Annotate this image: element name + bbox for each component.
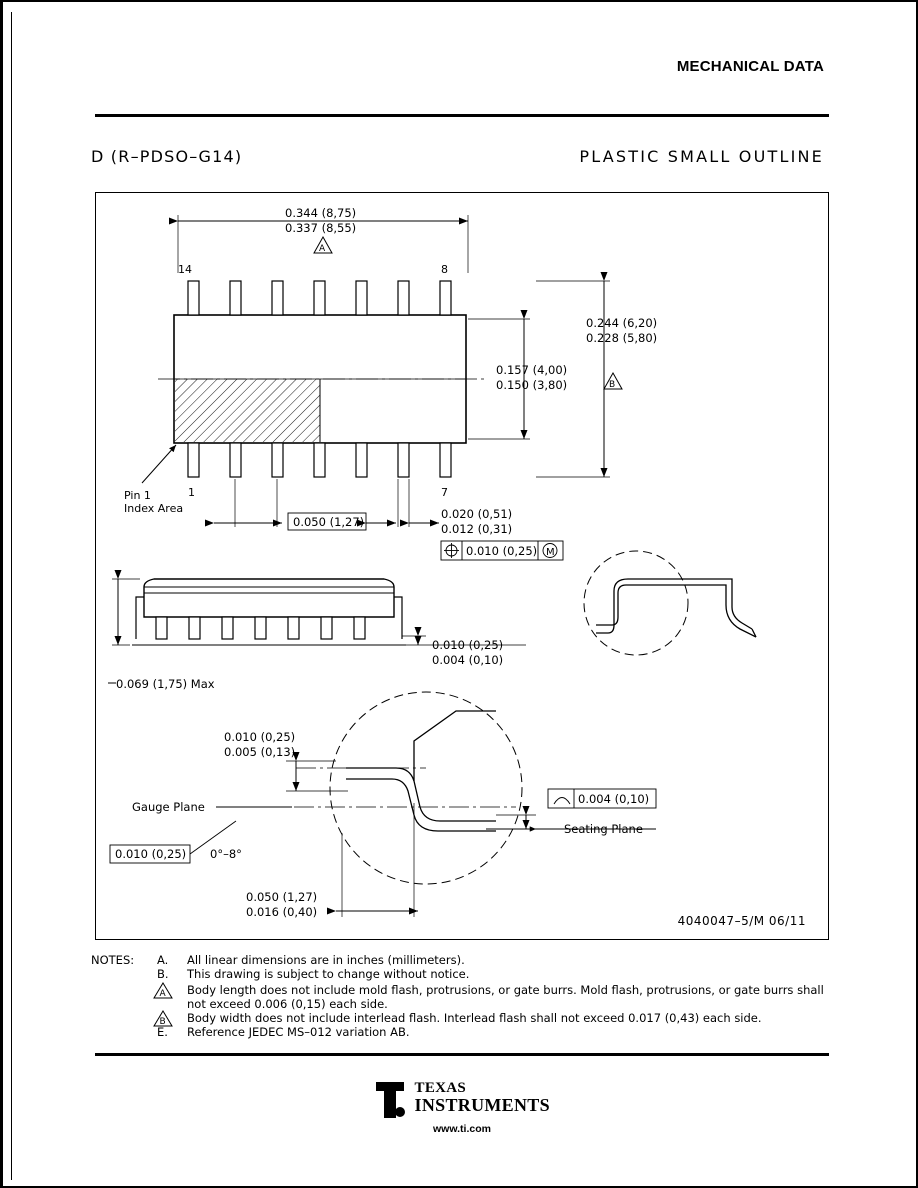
pin-number-8: 8 — [441, 263, 448, 276]
pin1-label-line1: Pin 1 — [124, 489, 151, 502]
ti-brand-line2: INSTRUMENTS — [414, 1095, 550, 1115]
dim-pitch: 0.050 (1,27) — [293, 515, 365, 529]
dim-body-width-max: 0.157 (4,00) — [496, 363, 568, 377]
note-marker-e: E. — [157, 1025, 168, 1039]
dim-gauge-offset: 0.010 (0,25) — [115, 847, 187, 861]
note-marker-a: A. — [157, 953, 169, 967]
drawing-document-number: 4040047–5/M 06/11 — [677, 914, 806, 928]
gauge-plane-label: Gauge Plane — [132, 800, 205, 814]
datum-modifier-m: M — [546, 547, 555, 558]
dim-lead-width-min: 0.012 (0,31) — [441, 522, 513, 536]
dim-body-length-min: 0.337 (8,55) — [285, 221, 357, 235]
ti-logo-icon — [374, 1080, 406, 1120]
page-footer — [3, 1080, 918, 1137]
footer-rule — [95, 1053, 829, 1056]
pin-number-7: 7 — [441, 486, 448, 499]
ti-url[interactable]: www.ti.com — [433, 1123, 491, 1135]
note-text-b: This drawing is subject to change without notice. — [187, 967, 470, 981]
page-header-title: MECHANICAL DATA — [676, 58, 824, 75]
dim-lead-len-max: 0.050 (1,27) — [246, 890, 318, 904]
dim-overall-width-min: 0.228 (5,80) — [586, 331, 658, 345]
dim-standoff-max: 0.010 (0,25) — [432, 638, 504, 652]
note-text-c1: Body length does not include mold flash, protrusions, or gate burrs. Mold flash, protrusions, or gate burrs shall — [187, 983, 824, 997]
note-triangle-a-icon — [153, 982, 173, 999]
dim-body-width-min: 0.150 (3,80) — [496, 378, 568, 392]
dim-lead-thk-max: 0.010 (0,25) — [224, 730, 296, 744]
header-rule — [95, 114, 829, 117]
package-code: D (R–PDSO–G14) — [91, 147, 243, 166]
ti-wordmark — [415, 1080, 550, 1114]
notes-label: NOTES: — [91, 953, 135, 967]
ti-brand-line1: TEXAS — [414, 1080, 467, 1096]
dim-flatness: 0.004 (0,10) — [578, 792, 650, 806]
pin-number-1: 1 — [188, 486, 195, 499]
dim-standoff-min: 0.004 (0,10) — [432, 653, 504, 667]
note-text-a: All linear dimensions are in inches (millimeters). — [187, 953, 465, 967]
pin1-label-line2: Index Area — [124, 502, 184, 515]
seating-plane-label: Seating Plane — [564, 822, 643, 836]
dim-lead-thk-min: 0.005 (0,13) — [224, 745, 296, 759]
dim-lead-len-min: 0.016 (0,40) — [246, 905, 318, 919]
note-text-d: Body width does not include interlead flash. Interlead flash shall not exceed 0.017 (0,43) each side. — [187, 1011, 762, 1025]
dim-lead-width-max: 0.020 (0,51) — [441, 507, 513, 521]
note-marker-b: B. — [157, 967, 169, 981]
dim-lead-angle: 0°–8° — [210, 847, 242, 861]
dim-overall-width-max: 0.244 (6,20) — [586, 316, 658, 330]
ti-brand — [374, 1080, 550, 1135]
note-text-c2: not exceed 0.006 (0,15) each side. — [187, 997, 388, 1011]
package-name: PLASTIC SMALL OUTLINE — [579, 147, 824, 166]
note-ref-b-top: B — [609, 380, 616, 390]
svg-text:A: A — [159, 989, 166, 999]
page-inner-border — [11, 12, 12, 1180]
dim-position-tolerance: 0.010 (0,25) — [466, 544, 538, 558]
dim-body-length-max: 0.344 (8,75) — [285, 206, 357, 220]
note-ref-a-top: A — [319, 244, 326, 254]
note-text-e: Reference JEDEC MS–012 variation AB. — [187, 1025, 410, 1039]
svg-text:B: B — [159, 1017, 166, 1027]
pin-number-14: 14 — [178, 263, 192, 276]
drawing-svg — [96, 193, 830, 941]
mechanical-drawing — [95, 192, 829, 940]
dim-seating-height: 0.069 (1,75) Max — [116, 677, 215, 691]
